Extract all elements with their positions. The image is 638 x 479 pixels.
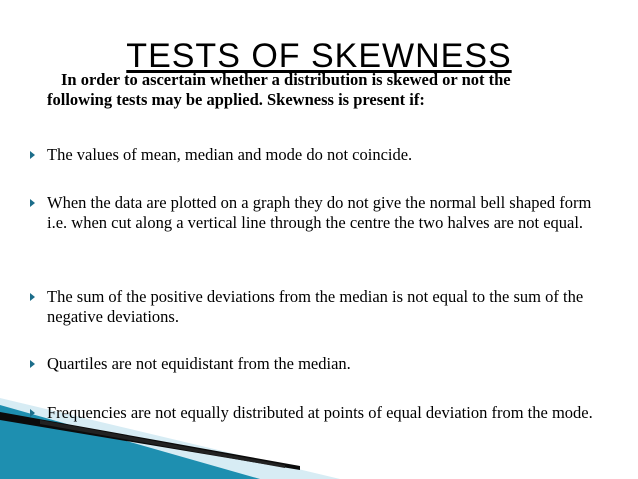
bullet-arrow-icon xyxy=(30,199,35,207)
bullet-arrow-icon xyxy=(30,360,35,368)
bullet-item-2 xyxy=(47,193,607,233)
bullet-arrow-icon xyxy=(30,293,35,301)
bullet-item-1 xyxy=(47,145,607,165)
bullet-text: When the data are plotted on a graph they do not give the normal bell shaped form i.e. when cut along a vertical line through the centre the two halves are not equal. xyxy=(47,193,592,232)
bullet-text: The values of mean, median and mode do not coincide. xyxy=(47,145,413,164)
bullet-item-3 xyxy=(47,287,607,327)
intro-line-1: In order to ascertain whether a distribution is skewed or not the xyxy=(61,70,511,89)
bullet-item-4 xyxy=(47,354,607,374)
bullet-text: Quartiles are not equidistant from the median. xyxy=(47,354,351,373)
intro-paragraph xyxy=(47,70,607,110)
bullet-arrow-icon xyxy=(30,409,35,417)
bullet-arrow-icon xyxy=(30,151,35,159)
bullet-text: Frequencies are not equally distributed at points of equal deviation from the mode. xyxy=(47,403,593,422)
intro-line-2: following tests may be applied. Skewness is present if: xyxy=(47,90,425,109)
bullet-item-5 xyxy=(47,403,607,423)
slide-title: TESTS OF SKEWNESS xyxy=(126,36,512,75)
bullet-text: The sum of the positive deviations from the median is not equal to the sum of the negative deviations. xyxy=(47,287,584,326)
